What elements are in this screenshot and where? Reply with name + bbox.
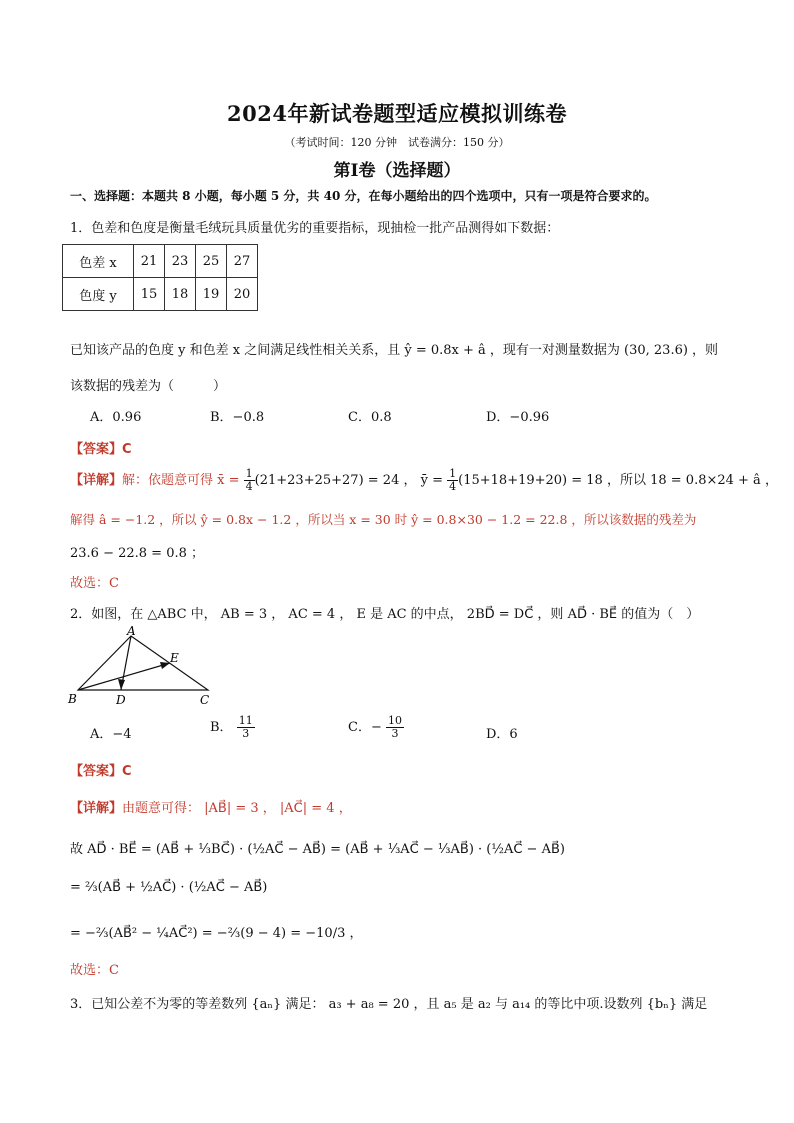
- detail-text: 由题意可得： |AB⃗| = 3 ， |AC⃗| = 4 ，: [122, 801, 352, 816]
- q2-option-a: A．−4: [90, 727, 132, 742]
- q2-stem: 2．如图，在 △ABC 中， AB = 3 ， AC = 4 ， E 是 AC 的中点， 2BD⃗ = DC⃗ ，则 AD⃗ · BE⃗ 的值为（ ）: [70, 607, 700, 622]
- fraction-numerator: 10: [387, 714, 402, 727]
- q2-answer: [70, 760, 132, 779]
- q1-answer: [70, 438, 132, 457]
- q2-detail-3: = ⅔(AB⃗ + ½AC⃗) · (½AC⃗ − AB⃗): [70, 880, 268, 895]
- q2-option-b: [210, 715, 255, 740]
- fraction-denominator: 3: [242, 727, 250, 740]
- q2-choice: 故选：C: [70, 963, 119, 978]
- arrowhead-be: [160, 662, 170, 669]
- table-row: [63, 245, 258, 278]
- q2-detail-2: 故 AD⃗ · BE⃗ = (AB⃗ + ⅓BC⃗) · (½AC⃗ − AB⃗) = (AB⃗ + ⅓AC⃗ − ⅓AB⃗) · (½AC⃗ − AB⃗): [70, 842, 565, 857]
- fraction-denominator: 4: [245, 480, 253, 493]
- q2-option-d: D．6: [486, 727, 518, 742]
- fraction-numerator: 11: [238, 714, 253, 727]
- detail-text: (21+23+25+27) = 24 ，: [254, 473, 417, 488]
- option-label: B．: [210, 720, 233, 735]
- table-cell: 色差 x: [63, 245, 134, 278]
- label-a: A: [127, 626, 136, 638]
- table-cell: 25: [196, 245, 227, 278]
- detail-text: ȳ =: [420, 473, 443, 488]
- option-label: C．−: [348, 720, 382, 735]
- q2-option-c: [348, 715, 404, 740]
- triangle-figure: [66, 626, 226, 708]
- fraction: [237, 715, 255, 740]
- label-d: D: [116, 693, 126, 707]
- label-e: E: [170, 651, 179, 665]
- part-heading: 第Ⅰ卷（选择题）: [333, 161, 461, 181]
- answer-tag: 【答案】: [70, 764, 123, 779]
- detail-text: (15+18+19+20) = 18 ，所以 18 = 0.8×24 + â ，: [458, 473, 778, 488]
- q1-data-table: [62, 244, 258, 311]
- answer-value: C: [122, 442, 132, 457]
- q1-condition-2: 该数据的残差为（ ）: [70, 379, 227, 394]
- fraction: [244, 468, 255, 493]
- label-c: C: [200, 693, 210, 707]
- q1-condition-1: 已知该产品的色度 y 和色差 x 之间满足线性相关关系，且 ŷ = 0.8x + â ，现有一对测量数据为 (30, 23.6) ，则: [70, 343, 719, 358]
- table-cell: 19: [196, 278, 227, 311]
- fraction-denominator: 4: [449, 480, 457, 493]
- q1-detail-3: 23.6 − 22.8 = 0.8 ；: [70, 546, 205, 561]
- q1-choice: 故选：C: [70, 576, 119, 591]
- fraction-numerator: 1: [245, 467, 253, 480]
- table-cell: 27: [227, 245, 258, 278]
- q3-stem: 3．已知公差不为零的等差数列 {aₙ} 满足： a₃ + a₈ = 20 ，且 a₅ 是 a₂ 与 a₁₄ 的等比中项.设数列 {bₙ} 满足: [70, 997, 708, 1012]
- fraction-numerator: 1: [449, 467, 457, 480]
- table-cell: 23: [165, 245, 196, 278]
- q2-detail-4: = −⅔(AB⃗² − ¼AC⃗²) = −⅔(9 − 4) = −10/3 ，: [70, 926, 363, 941]
- q1-option-d: D．−0.96: [486, 410, 550, 425]
- table-cell: 色度 y: [63, 278, 134, 311]
- detail-tag: 【详解】: [70, 473, 123, 488]
- answer-tag: 【答案】: [70, 442, 123, 457]
- q1-option-a: A．0.96: [90, 410, 142, 425]
- q1-detail-1: [70, 468, 778, 493]
- detail-tag: 【详解】: [70, 801, 123, 816]
- label-b: B: [68, 692, 77, 706]
- page-title: 2024年新试卷题型适应模拟训练卷: [227, 101, 567, 126]
- fraction-denominator: 3: [391, 727, 399, 740]
- q1-stem: 1．色差和色度是衡量毛绒玩具质量优劣的重要指标，现抽检一批产品测得如下数据：: [70, 221, 560, 236]
- q1-option-c: C．0.8: [348, 410, 392, 425]
- arrowhead-ad: [118, 679, 125, 690]
- fraction: [447, 468, 458, 493]
- q1-option-b: B．−0.8: [210, 410, 265, 425]
- fraction: [386, 715, 404, 740]
- table-cell: 21: [134, 245, 165, 278]
- q1-detail-2: 解得 â = −1.2 ，所以 ŷ = 0.8x − 1.2 ，所以当 x = 30 时 ŷ = 0.8×30 − 1.2 = 22.8 ，所以该数据的残差为: [70, 512, 697, 527]
- exam-info: （考试时间：120 分钟 试卷满分：150 分）: [284, 136, 510, 149]
- section-heading: 一、选择题：本题共 8 小题，每小题 5 分，共 40 分，在每小题给出的四个选项中，只有一项是符合要求的。: [70, 189, 657, 203]
- table-cell: 18: [165, 278, 196, 311]
- answer-value: C: [122, 764, 132, 779]
- detail-text: 解：依题意可得 x̄ =: [122, 473, 240, 488]
- table-cell: 15: [134, 278, 165, 311]
- triangle-abc: [78, 636, 208, 690]
- q2-detail-1: [70, 797, 352, 816]
- table-row: [63, 278, 258, 311]
- table-cell: 20: [227, 278, 258, 311]
